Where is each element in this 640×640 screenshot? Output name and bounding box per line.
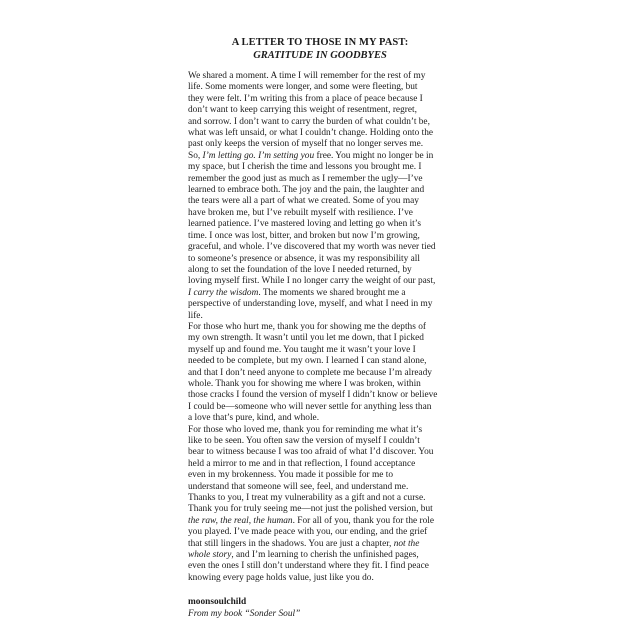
text-line (188, 162, 454, 173)
text-segment: So, (188, 150, 203, 161)
text-segment: like to be seen. You often saw the version of myself I couldn’t (188, 436, 420, 446)
text-segment: We shared a moment. A time I will remember for the rest of my (188, 71, 426, 81)
text-line (188, 561, 454, 572)
text-line (188, 482, 454, 493)
text-line (188, 573, 454, 584)
text-line (188, 539, 454, 550)
italic-text: I carry the wisdom (188, 287, 259, 298)
letter-paragraphs (188, 71, 454, 584)
text-segment: what was left unsaid, or what I couldn’t change. Holding onto the (188, 128, 434, 139)
text-line (188, 94, 454, 105)
text-segment: to someone’s presence or absence, it was my responsibility all (188, 253, 420, 264)
title-block (0, 36, 640, 62)
text-line (188, 254, 454, 265)
letter-body (188, 71, 454, 620)
text-line (188, 356, 454, 367)
italic-text: I’m letting go. I’m setting you (202, 150, 317, 161)
text-line (188, 105, 454, 116)
text-segment: don’t want to keep carrying this weight of resentment, regret, (188, 105, 417, 116)
text-line (188, 139, 454, 150)
text-line (188, 311, 454, 322)
text-segment: my own strength. It wasn’t until you let me down, that I picked (188, 333, 424, 344)
text-line (188, 117, 454, 128)
text-segment: For those who loved me, thank you for reminding me what it’s (188, 424, 423, 435)
text-segment: needed to be complete, but my own. I learned I can stand alone, (188, 356, 427, 367)
text-segment: they were felt. I’m writing this from a place of peace because I (188, 93, 423, 104)
text-segment: Thanks to you, I treat my vulnerability as a gift and not a curse. (188, 493, 426, 504)
text-line (188, 379, 454, 390)
text-segment: . For all of you, thank you for the role (292, 515, 435, 526)
page-title: A LETTER TO THOSE IN MY PAST: (231, 37, 409, 48)
text-line (188, 174, 454, 185)
text-segment: have broken me, but I’ve rebuilt myself with resilience. I’ve (188, 207, 413, 218)
text-segment: remember the good just as much as I remember the ugly—I’ve (188, 173, 423, 184)
text-segment: held a mirror to me and in that reflection, I found acceptance (188, 458, 416, 469)
text-segment: graceful, and whole. I’ve discovered that my worth was never tied (188, 242, 436, 253)
text-line (188, 413, 454, 424)
text-segment: myself up and found me. You taught me it wasn’t your love I (188, 344, 416, 355)
text-line (188, 368, 454, 379)
text-segment: the tears were all a part of what we created. Some of you may (188, 196, 419, 207)
text-line (188, 265, 454, 276)
book-source: From my book “Sonder Soul” (188, 608, 301, 619)
text-line (188, 504, 454, 515)
text-line (188, 196, 454, 207)
text-segment: life. Some moments were longer, and some were fleeting, but (188, 82, 418, 93)
text-line (188, 299, 454, 310)
text-segment: free. You might no longer be in (316, 150, 434, 161)
text-segment: learned to embrace both. The joy and the pain, the laughter and (188, 185, 425, 196)
text-segment: that still lingers in the shadows. You are just a chapter, (188, 538, 394, 549)
text-line (188, 425, 454, 436)
italic-text: whole story (188, 550, 232, 561)
italic-text: the raw, the real, the human (188, 515, 293, 526)
text-segment: Thank you for truly seeing me—not just the polished version, but (188, 504, 433, 515)
text-line (188, 128, 454, 139)
text-line (188, 219, 454, 230)
text-segment: those cracks I found the version of myself I didn’t know or believe (188, 390, 438, 401)
text-line (188, 436, 454, 447)
text-segment: and sorrow. I don’t want to carry the burden of what couldn’t be, (188, 116, 430, 127)
letter-paragraph (188, 71, 454, 322)
text-line (188, 493, 454, 504)
page-subtitle: GRATITUDE IN GOODBYES (253, 50, 387, 61)
text-line (188, 208, 454, 219)
text-segment: loving myself first. While I no longer carry the weight of our past, (188, 276, 436, 287)
text-segment: understand that someone will see, feel, and understand me. (188, 481, 409, 492)
text-segment: my space, but I cherish the time and lessons you brought me. I (188, 162, 422, 173)
text-segment: , and I’m learning to cherish the unfinished pages, (231, 550, 419, 561)
text-line (188, 459, 454, 470)
text-segment: even in my brokenness. You made it possible for me to (188, 470, 394, 481)
text-line (188, 231, 454, 242)
letter-paragraph (188, 425, 454, 585)
text-segment: I could be—someone who will never settle for anything less than (188, 401, 432, 412)
text-line (188, 447, 454, 458)
text-line (188, 333, 454, 344)
text-line (188, 322, 454, 333)
text-segment: knowing every page holds value, just like you do. (188, 572, 374, 583)
text-line (188, 550, 454, 561)
text-segment: a love that’s pure, kind, and whole. (188, 413, 320, 424)
text-segment: whole. Thank you for showing me where I was broken, within (188, 378, 421, 389)
text-segment: learned patience. I’ve mastered loving and letting go when it’s (188, 219, 421, 230)
text-line (188, 345, 454, 356)
text-segment: past only keeps the version of myself that no longer serves me. (188, 139, 424, 150)
text-segment: even the ones I still don’t understand where they fit. I find peace (188, 561, 429, 572)
italic-text: not the (393, 538, 420, 549)
text-segment: you played. I’ve made peace with you, our ending, and the grief (188, 527, 428, 538)
text-segment: . The moments we shared brought me a (258, 287, 406, 298)
letter-paragraph (188, 322, 454, 425)
text-line (188, 82, 454, 93)
text-line (188, 276, 454, 287)
text-line (188, 402, 454, 413)
author-name: moonsoulchild (188, 597, 247, 608)
text-line (188, 71, 454, 82)
text-line (188, 390, 454, 401)
text-line (188, 185, 454, 196)
text-line (188, 242, 454, 253)
text-line (188, 151, 454, 162)
text-segment: For those who hurt me, thank you for showing me the depths of (188, 321, 426, 332)
text-segment: bear to witness because I was too afraid of what I’d discover. You (188, 447, 434, 458)
text-segment: time. I once was lost, bitter, and broken but now I’m growing, (188, 230, 420, 241)
text-segment: along to set the foundation of the love I needed returned, by (188, 264, 412, 275)
text-line (188, 470, 454, 481)
text-line (188, 516, 454, 527)
text-line (188, 527, 454, 538)
text-segment: and that I don’t need anyone to complete me because I’m already (188, 367, 432, 378)
text-segment: life. (188, 310, 203, 321)
text-segment: perspective of understanding love, myself, and what I need in my (188, 299, 433, 310)
text-line (188, 288, 454, 299)
